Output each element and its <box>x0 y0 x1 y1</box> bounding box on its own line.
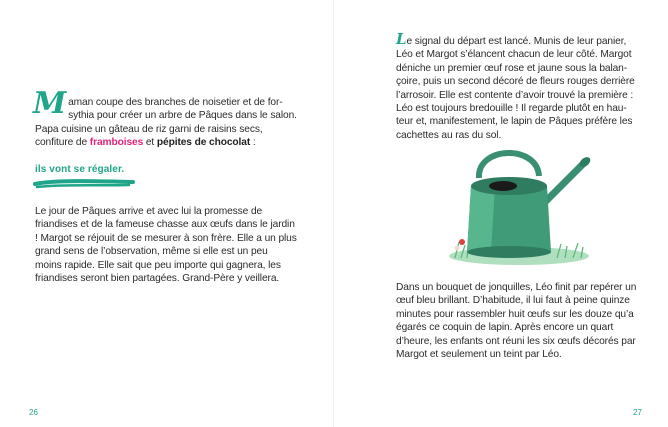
para1-text-c: : <box>250 137 256 149</box>
page-number-left: 26 <box>29 408 38 417</box>
framboises-text: framboises <box>89 137 144 149</box>
brush-stroke-icon <box>33 178 137 190</box>
dropcap-m: M <box>33 86 67 121</box>
dropcap-l: L <box>396 30 407 48</box>
paragraph-4: Dans un bouquet de jonquilles, Léo finit par repérer un œuf bleu brillant. D’habitude, il lui faut à peine quinze minutes pour rassembler huit œufs sur les douze qu’a égarés ce coquin de lapin. Après encore un quart d’heure, les enfants ont réuni les six œufs décorés par Margot et seulement un teint par Léo. <box>396 282 637 361</box>
paragraph-2: Le jour de Pâques arrive et avec lui la promesse de friandises et de la fameuse chasse aux œufs dans le jardin ! Margot se réjouit de se mesurer à son frère. Elle a un plus grand sens de l’observation, même si elle est un peu moins rapide. Elle sait que peu importe qui gagnera, les friandises seront bien partagées. Grand-Père y veillera. <box>35 206 297 285</box>
para3-text: e signal du départ est lancé. Munis de leur panier, Léo et Margot s’élancent chacun de leur côté. Margot déniche un premier œuf rose et jaune sous la balan-çoire, puis un second décoré de fleurs rouges derrière l’arrosoir. Elle est contente d’avoir trouvé la première : Léo est toujours bredouille ! Il regarde plutôt en hau-teur et, manifestement, le lapin de Pâques préfère les cachettes au ras du sol. <box>396 36 635 141</box>
highlight-callout <box>35 164 155 188</box>
paragraph-1 <box>33 86 297 150</box>
pepites-text: pépites de chocolat <box>156 137 251 149</box>
highlight-text: ils vont se régaler. <box>35 164 125 175</box>
para1-text-a: aman coupe des branches de noisetier et de for-sythia pour créer un arbre de Pâques dans le salon. Papa cuisine un gâteau de riz garni de raisins secs, confiture de <box>35 97 297 149</box>
right-page <box>334 0 668 427</box>
paragraph-3 <box>396 30 641 142</box>
watering-can-illustration <box>447 150 597 270</box>
page-number-right: 27 <box>633 408 642 417</box>
para1-text-b: et <box>143 137 157 149</box>
